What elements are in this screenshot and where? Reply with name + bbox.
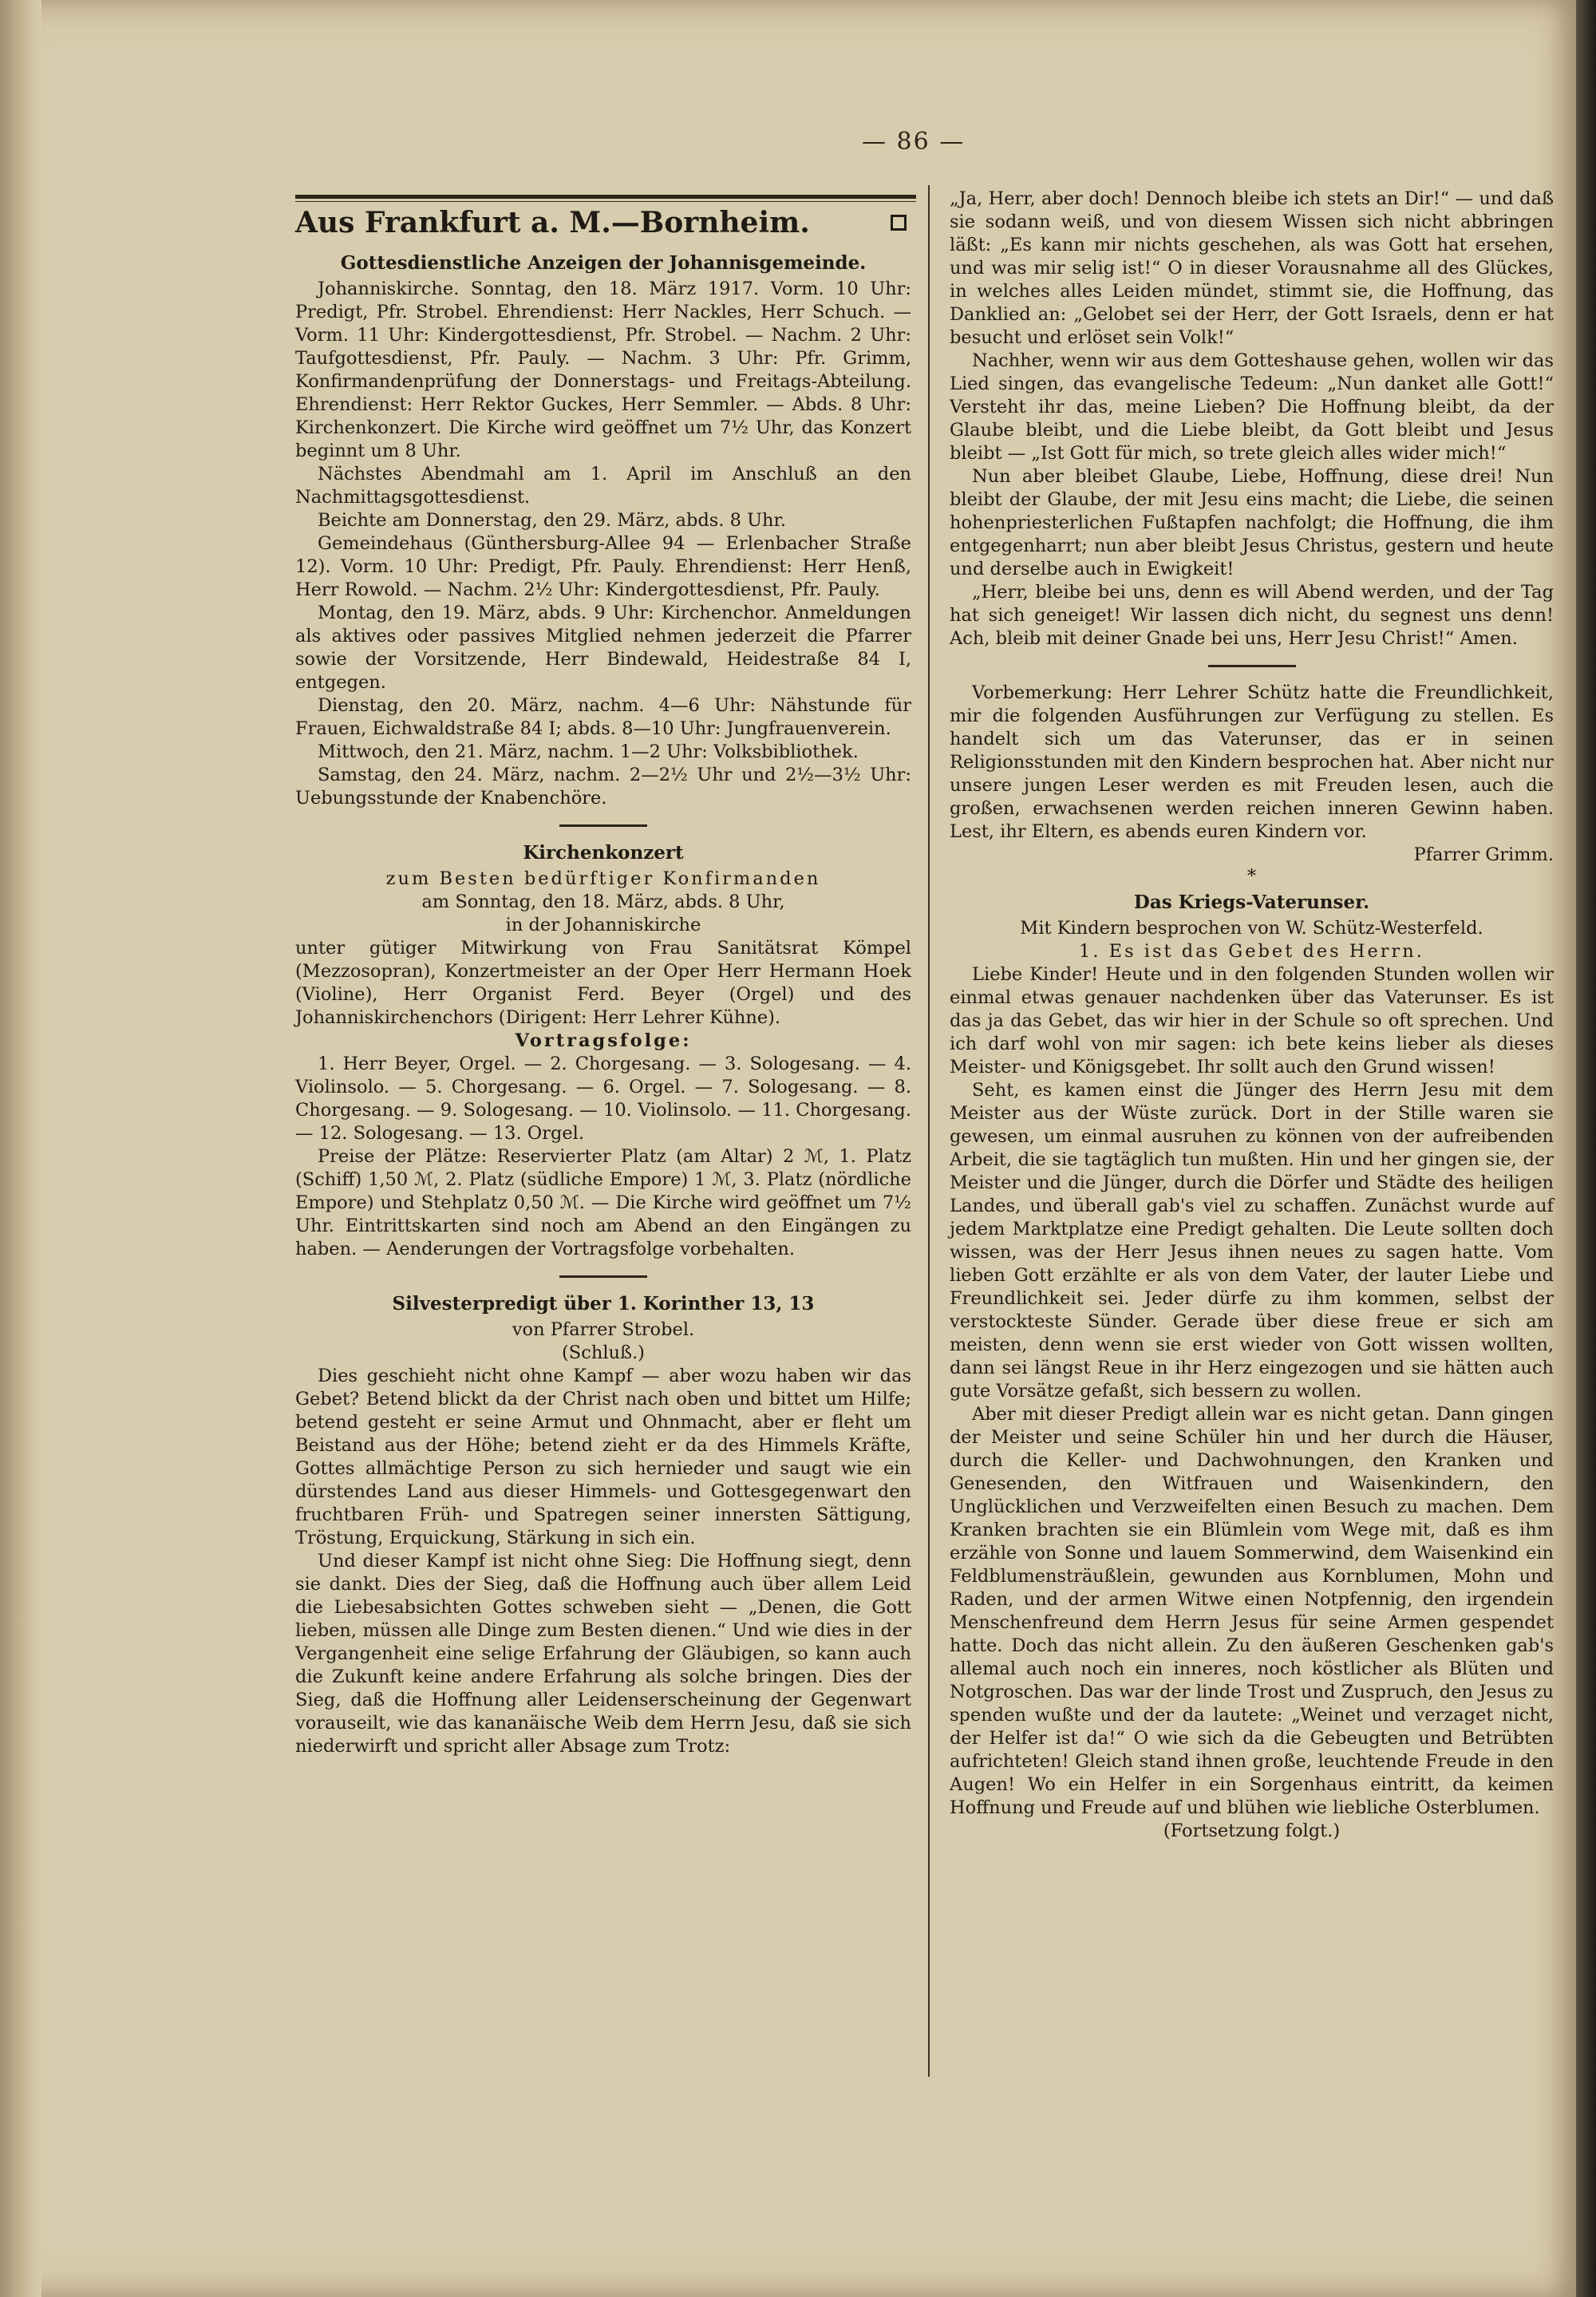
asterisk-divider: * xyxy=(1246,866,1257,887)
services-paragraph: Johanniskirche. Sonntag, den 18. März 1917. Vorm. 10 Uhr: Predigt, Pfr. Strobel. Ehrendienst: Herr Nackles, Herr Schuch. — Vorm. 11 Uhr: Kindergottesdienst, Pfr. Strobel. — Nachm. 2 Uhr: Taufgottesdienst, Pfr. Pauly. — Nachm. 3 Uhr: Pfr. Grimm, Konfirmandenprüfung der Donnerstags- und Freitags-Abteilung. Ehrendienst: Herr Rektor Guckes, Herr Semmler. — Abds. 8 Uhr: Kirchenkonzert. Die Kirche wird geöffnet um 7½ Uhr, das Konzert beginnt um 8 Uhr. xyxy=(295,279,911,461)
concert-location: in der Johanniskirche xyxy=(505,915,701,935)
sermon-paragraph: Und dieser Kampf ist nicht ohne Sieg: Die Hoffnung siegt, denn sie dankt. Dies der Sieg, daß die Hoffnung auch über allem Leid die Liebesabsichten Gottes schweben sieht — „Denen, die Gott lieben, müssen alle Dinge zum Besten dienen.“ Und wie dies in der Vergangenheit eine selige Erfahrung der Gläubigen, so kann auch die Zukunft keine andere Erfahrung als solche bringen. Dies der Sieg, daß die Hoffnung aller Leidenserscheinung der Gegenwart vorauseilt, wie das kananäische Weib dem Herrn Jesu, daß sie sich niederwirft und spricht aller Absage zum Trotz: xyxy=(295,1551,911,1757)
section-title-row xyxy=(295,205,911,240)
separator-rule xyxy=(1208,665,1296,667)
vaterunser-point: 1. Es ist das Gebet des Herrn. xyxy=(1079,941,1424,962)
services-paragraph: Beichte am Donnerstag, den 29. März, abds. 8 Uhr. xyxy=(318,510,786,531)
separator-rule xyxy=(559,824,647,827)
program-title: Vortragsfolge: xyxy=(515,1030,692,1051)
square-ornament-icon xyxy=(891,215,907,231)
services-heading: Gottesdienstliche Anzeigen der Johannisgemeinde. xyxy=(340,252,867,274)
services-paragraph: Dienstag, den 20. März, nachm. 4—6 Uhr: Nähstunde für Frauen, Eichwaldstraße 84 I; abds. 8—10 Uhr: Jungfrauenverein. xyxy=(295,695,911,739)
services-paragraph: Samstag, den 24. März, nachm. 2—2½ Uhr und 2½—3½ Uhr: Uebungsstunde der Knabenchöre. xyxy=(295,765,911,808)
services-paragraph: Mittwoch, den 21. März, nachm. 1—2 Uhr: Volksbibliothek. xyxy=(318,741,859,762)
services-paragraph: Montag, den 19. März, abds. 9 Uhr: Kirchenchor. Anmeldungen als aktives oder passives Mitglied nehmen jederzeit die Pfarrer sowie der Vorsitzende, Herr Bindewald, Heidestraße 84 I, entgegen. xyxy=(295,603,911,693)
book-edge xyxy=(1576,0,1596,2297)
sermon-paragraph: Nachher, wenn wir aus dem Gotteshause gehen, wollen wir das Lied singen, das evangelische Tedeum: „Nun danket alle Gott!“ Versteht ihr das, meine Lieben? Die Hoffnung bleibt, da der Glaube bleibt, und die Liebe bleibt, da Gott bleibt und Jesus bleibt — „Ist Gott für mich, so trete gleich alles wider mich!“ xyxy=(950,350,1554,464)
separator-rule xyxy=(559,1275,647,1278)
section-title: Aus Frankfurt a. M.—Bornheim. xyxy=(295,206,810,239)
concert-text: unter gütiger Mitwirkung von Frau Sanitätsrat Kömpel (Mezzosopran), Konzertmeister an der Oper Herr Hermann Hoek (Violine), Herr Organist Ferd. Beyer (Orgel) und des Johanniskirchenchors (Dirigent: Herr Lehrer Kühne). xyxy=(295,938,911,1028)
services-paragraph: Nächstes Abendmahl am 1. April im Anschluß an den Nachmittagsgottesdienst. xyxy=(295,464,911,508)
program-text: 1. Herr Beyer, Orgel. — 2. Chorgesang. — 3. Sologesang. — 4. Violinsolo. — 5. Chorgesang. — 6. Orgel. — 7. Sologesang. — 8. Chorgesang. — 9. Sologesang. — 10. Violinsolo. — 11. Chorgesang. — 12. Sologesang. — 13. Orgel. xyxy=(295,1054,911,1144)
vaterunser-paragraph: Seht, es kamen einst die Jünger des Herrn Jesu mit dem Meister aus der Wüste zurück. Dort in der Stille waren sie gewesen, um einmal ausruhen zu können von der aufreibenden Arbeit, die sie tagtäglich tun mußten. Hin und her gingen sie, der Meister und die Jünger, durch die Dörfer und Städte des heiligen Landes, und überall gab's viel zu schaffen. Zunächst wurde auf jedem Marktplatze eine Predigt gehalten. Die Leute sollten doch wissen, was der Herr Jesus ihnen neues zu sagen hatte. Vom lieben Gott erzählte er als von dem Vater, der lauter Liebe und Freundlichkeit sei. Jeder dürfe zu ihm kommen, selbst der verstockteste Sünder. Gerade über diese freue er sich am meisten, denn wenn sie erst wieder von Gott wissen wollten, dann sei längst Reue in ihr Herz eingezogen und sie hätten auch gute Vorsätze gefaßt, sich bessern zu wollen. xyxy=(950,1080,1554,1402)
continuation-note: (Fortsetzung folgt.) xyxy=(1163,1821,1341,1841)
preliminary-signature: Pfarrer Grimm. xyxy=(1413,844,1554,865)
vaterunser-paragraph: Liebe Kinder! Heute und in den folgenden Stunden wollen wir einmal etwas genauer nachdenken über das Vaterunser. Es ist das ja das Gebet, das wir hier in der Schule so oft sprechen. Und ich darf wohl von mir sagen: ich bete keins lieber als dieses Meister- und Königsgebet. Ihr sollt auch den Grund wissen! xyxy=(950,964,1554,1077)
left-column xyxy=(295,188,911,1758)
sermon-continuation: (Schluß.) xyxy=(562,1342,645,1363)
right-column xyxy=(950,188,1554,1843)
sermon-paragraph: „Ja, Herr, aber doch! Dennoch bleibe ich stets an Dir!“ — und daß sie sodann weiß, und von diesem Wissen sich nicht abbringen läßt: „Es kann mir nichts geschehen, als was Gott hat ersehen, und was mir selig ist!“ O in dieser Vorausnahme all des Glückes, in welches alles Leiden mündet, stimmt sie, die Hoffnung, das Danklied an: „Gelobet sei der Herr, der Gott Israels, denn er hat besucht und erlöset sein Volk!“ xyxy=(950,188,1554,348)
prices-text: Preise der Plätze: Reservierter Platz (am Altar) 2 ℳ, 1. Platz (Schiff) 1,50 ℳ, 2. Platz (südliche Empore) 1 ℳ, 3. Platz (nördliche Empore) und Stehplatz 0,50 ℳ. — Die Kirche wird geöffnet um 7½ Uhr. Eintrittskarten sind noch am Abend an den Eingängen zu haben. — Aenderungen der Vortragsfolge vorbehalten. xyxy=(295,1146,911,1259)
sermon-paragraph: „Herr, bleibe bei uns, denn es will Abend werden, und der Tag hat sich geneiget! Wir lassen dich nicht, du segnest uns denn! Ach, bleib mit deiner Gnade bei uns, Herr Jesu Christ!“ Amen. xyxy=(950,582,1554,649)
page-spine-shadow xyxy=(0,0,41,2297)
page-number: — 86 — xyxy=(862,128,966,156)
sermon-title: Silvesterpredigt über 1. Korinther 13, 13 xyxy=(392,1293,815,1315)
concert-date: am Sonntag, den 18. März, abds. 8 Uhr, xyxy=(421,892,785,912)
vaterunser-subtitle: Mit Kindern besprochen von W. Schütz-Westerfeld. xyxy=(1020,918,1483,939)
vaterunser-paragraph: Aber mit dieser Predigt allein war es nicht getan. Dann gingen der Meister und seine Schüler hin und her durch die Häuser, durch die Keller- und Dachwohnungen, den Kranken und Genesenden, den Witfrauen und Waisenkindern, den Unglücklichen und Verzweifelten einen Besuch zu machen. Dem Kranken brachten sie ein Blümlein vom Wege mit, daß es ihm erzähle von Sonne und lauem Sommerwind, dem Waisenkind ein Feldblumensträußlein, gewunden aus Kornblumen, Mohn und Raden, und der armen Witwe einen Notpfennig, den irgendein Menschenfreund dem Herrn Jesus für seine Armen gespendet hatte. Doch das nicht allein. Zu den äußeren Geschenken gab's allemal auch noch ein inneres, noch köstlicher als Blüten und Notgroschen. Das war der linde Trost und Zuspruch, den Jesus zu spenden wußte und der da lautete: „Weinet und verzaget nicht, der Helfer ist da!“ O wie sich da die Gebeugten und Betrübten aufrichteten! Gleich stand ihnen große, leuchtende Freude in den Augen! Wo ein Helfer in ein Sorgenhaus eintritt, da keimen Hoffnung und Freude auf und blühen wie liebliche Osterblumen. xyxy=(950,1404,1554,1818)
column-divider xyxy=(928,185,930,2077)
sermon-paragraph: Nun aber bleibet Glaube, Liebe, Hoffnung, diese drei! Nun bleibt der Glaube, der mit Jesu eins macht; die Liebe, die seinen hohenpriesterlichen Fußtapfen nachfolgt; die Hoffnung, die ihm entgegenharrt; nun aber bleibt Jesus Christus, gestern und heute und derselbe auch in Ewigkeit! xyxy=(950,466,1554,579)
vaterunser-title: Das Kriegs-Vaterunser. xyxy=(1133,892,1370,913)
services-paragraph: Gemeindehaus (Günthersburg-Allee 94 — Erlenbacher Straße 12). Vorm. 10 Uhr: Predigt, Pfr. Pauly. Ehrendienst: Herr Henß, Herr Rowold. — Nachm. 2½ Uhr: Kindergottesdienst, Pfr. Pauly. xyxy=(295,533,911,600)
concert-title: Kirchenkonzert xyxy=(523,842,684,864)
sermon-paragraph: Dies geschieht nicht ohne Kampf — aber wozu haben wir das Gebet? Betend blickt da der Christ nach oben und bittet um Hilfe; betend gesteht er seine Armut und Ohnmacht, aber er fleht um Beistand aus der Höhe; betend zieht er da des Himmels Kräfte, Gottes allmächtige Person zu sich hernieder und saugt wie ein dürstendes Land aus dieser Himmels- und Gottesgegenwart den fruchtbaren Früh- und Spatregen seiner innersten Sättigung, Tröstung, Erquickung, Stärkung in sich ein. xyxy=(295,1366,911,1548)
preliminary-note: Vorbemerkung: Herr Lehrer Schütz hatte die Freundlichkeit, mir die folgenden Ausführungen zur Verfügung zu stellen. Es handelt sich um das Vaterunser, das er in seinen Religionsstunden mit den Kindern besprochen hat. Aber nicht nur unsere jungen Leser werden es mit Freuden lesen, auch die großen, erwachsenen werden reichen inneren Gewinn haben. Lest, ihr Eltern, es abends euren Kindern vor. xyxy=(950,682,1554,842)
concert-subtitle: zum Besten bedürftiger Konfirmanden xyxy=(385,868,821,889)
sermon-author: von Pfarrer Strobel. xyxy=(512,1319,695,1340)
